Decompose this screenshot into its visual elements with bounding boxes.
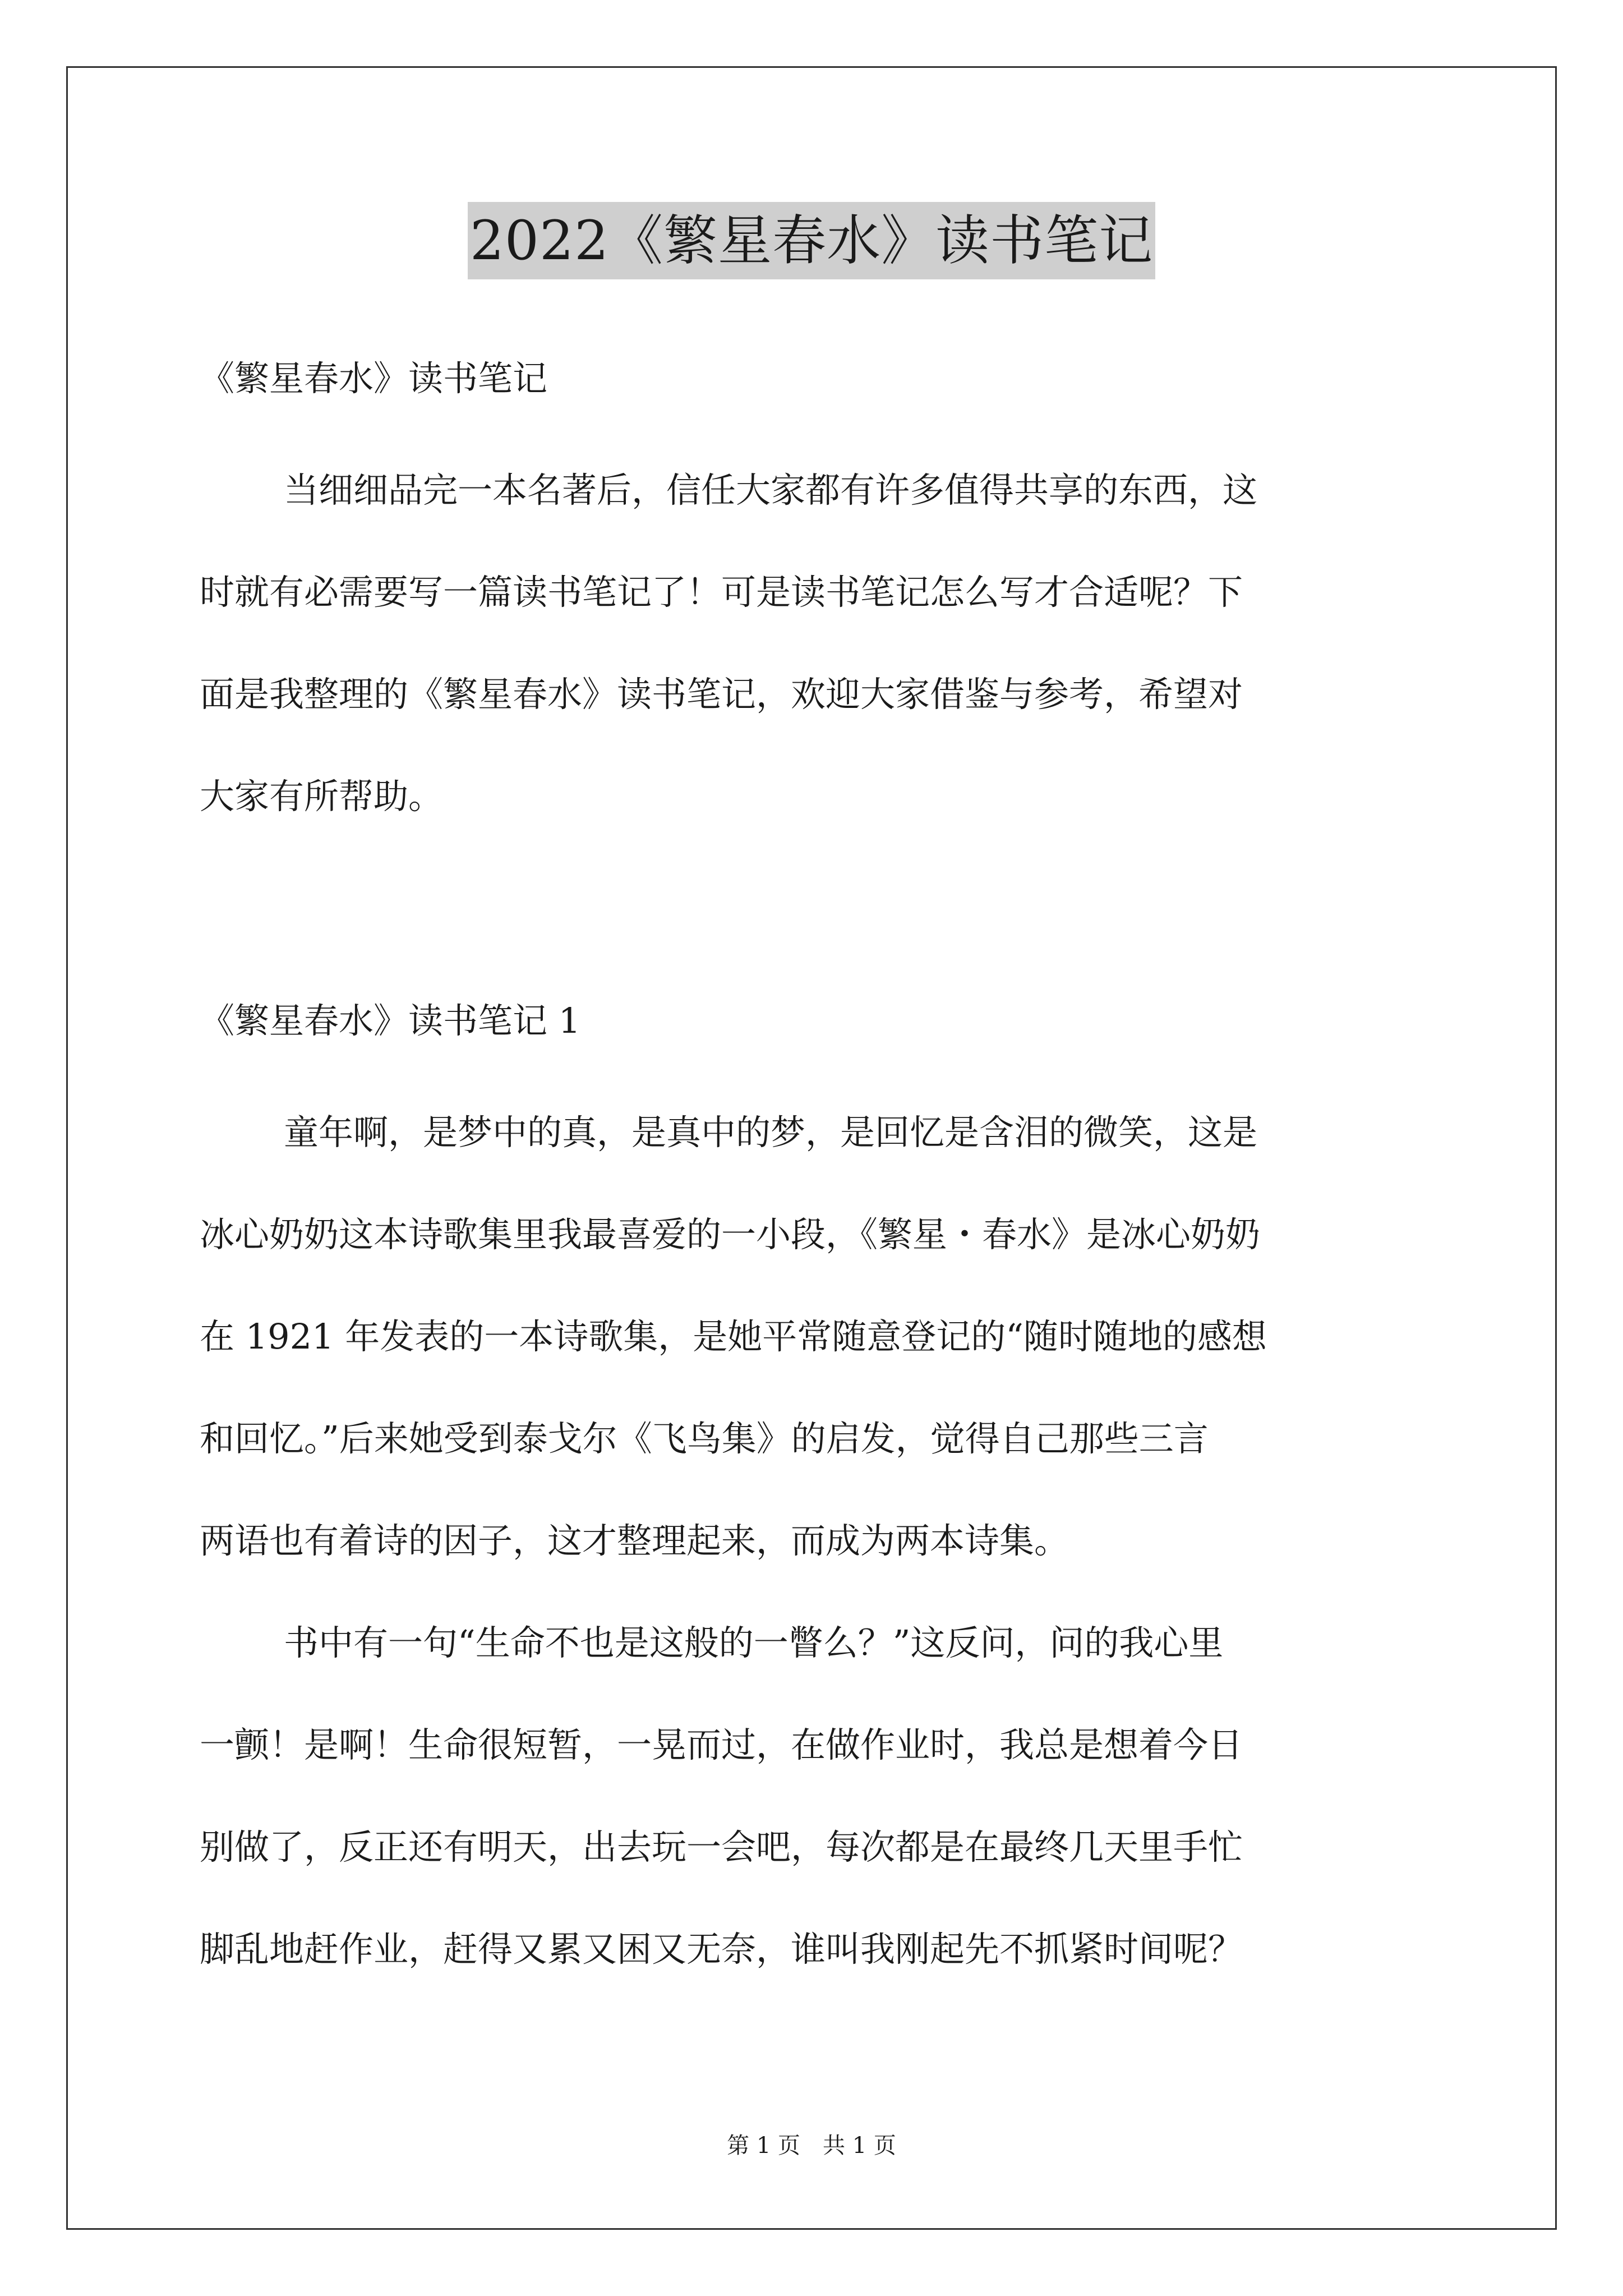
paragraph-line: 两语也有着诗的因子，这才整理起来，而成为两本诗集。: [200, 1520, 1069, 1561]
intro-line: 面是我整理的《繁星春水》读书笔记，欢迎大家借鉴与参考，希望对: [200, 674, 1243, 715]
title-container: [0, 202, 1623, 279]
paragraph-line: 冰心奶奶这本诗歌集里我最喜爱的一小段，《繁星・春水》是冰心奶奶: [200, 1214, 1261, 1255]
paragraph-line: 书中有一句“生命不也是这般的一瞥么？”这反问，问的我心里: [284, 1622, 1224, 1663]
intro-line: 时就有必需要写一篇读书笔记了！可是读书笔记怎么写才合适呢？下: [200, 572, 1243, 613]
intro-line: 当细细品完一本名著后，信任大家都有许多值得共享的东西，这: [284, 470, 1258, 510]
page-footer: 第 1 页 共 1 页: [727, 2133, 896, 2159]
paragraph-line: 脚乱地赶作业，赶得又累又困又无奈，谁叫我刚起先不抓紧时间呢？: [200, 1929, 1243, 1970]
paragraph-1: [200, 1082, 1428, 1592]
intro-paragraph: [200, 439, 1428, 848]
paragraph-line: 童年啊，是梦中的真，是真中的梦，是回忆是含泪的微笑，这是: [284, 1112, 1258, 1153]
paragraph-line: 和回忆。”后来她受到泰戈尔《飞鸟集》的启发，觉得自己那些三言: [200, 1418, 1209, 1459]
paragraph-line: 别做了，反正还有明天，出去玩一会吧，每次都是在最终几天里手忙: [200, 1826, 1243, 1867]
section-heading: 《繁星春水》读书笔记 1: [200, 1000, 581, 1041]
paragraph-2: [200, 1592, 1428, 2000]
document-title: 2022《繁星春水》读书笔记: [468, 202, 1155, 279]
document-subtitle: 《繁星春水》读书笔记: [200, 358, 548, 399]
paragraph-line: 一颤！是啊！生命很短暂，一晃而过，在做作业时，我总是想着今日: [200, 1724, 1243, 1765]
intro-line: 大家有所帮助。: [200, 776, 444, 817]
paragraph-line: 在 1921 年发表的一本诗歌集，是她平常随意登记的“随时随地的感想: [200, 1316, 1267, 1357]
